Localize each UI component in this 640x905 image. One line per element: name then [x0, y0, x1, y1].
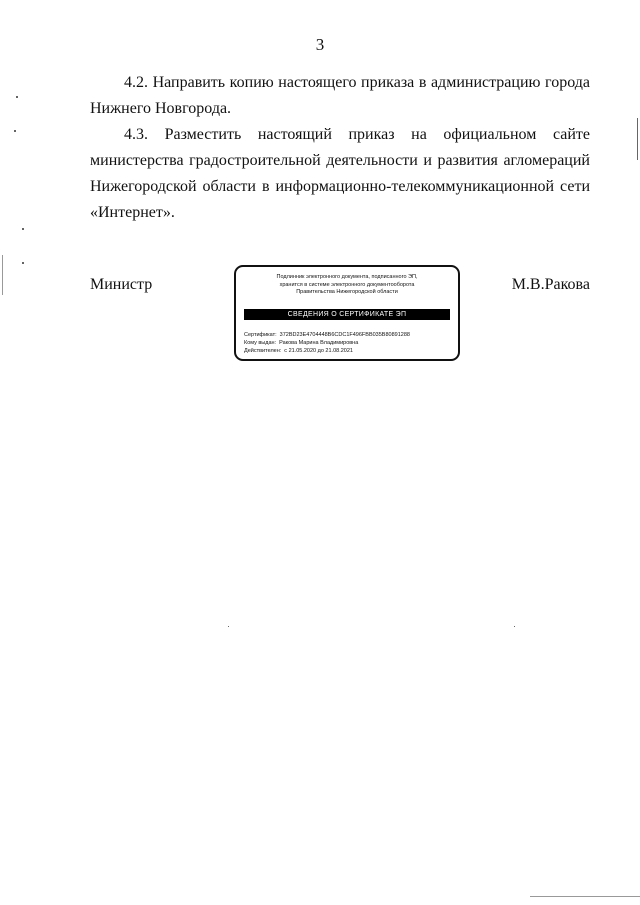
e-signature-stamp	[234, 265, 460, 361]
scan-edge-line	[2, 255, 3, 295]
stamp-details	[244, 331, 452, 355]
stamp-header-line: Подлинник электронного документа, подписанного ЭП,	[276, 274, 418, 280]
scan-bottom-line	[530, 896, 640, 897]
scan-dot	[22, 262, 24, 264]
signatory-role: Министр	[90, 276, 153, 293]
scan-dot	[22, 228, 24, 230]
issued-to-value: Ракова Марина Владимировна	[279, 340, 359, 346]
certificate-row	[244, 331, 452, 339]
stamp-header-line: хранится в системе электронного документооборота	[279, 281, 415, 288]
paragraph-4-2: 4.2. Направить копию настоящего приказа в администрацию города Нижнего Новгорода.	[90, 74, 590, 117]
scan-edge-line	[637, 118, 638, 160]
issued-to-row	[244, 339, 452, 347]
scan-dot	[228, 626, 229, 627]
stamp-title-bar: СВЕДЕНИЯ О СЕРТИФИКАТЕ ЭП	[244, 309, 450, 320]
scan-dot	[514, 626, 515, 627]
validity-row	[244, 347, 452, 355]
stamp-header-line: Правительства Нижегородской области	[296, 289, 398, 295]
validity-value: с 21.05.2020 до 21.08.2021	[284, 348, 353, 354]
scan-dot	[14, 130, 16, 132]
signatory-name: М.В.Ракова	[511, 276, 590, 293]
paragraph-4-3: 4.3. Разместить настоящий приказ на официальном сайте министерства градостроительной деятельности и развития агломераций Нижегородской области в информационно-телекоммуникационной сети «Интернет».	[90, 126, 590, 221]
issued-to-label: Кому выдан:	[244, 340, 277, 346]
certificate-value: 372BD23E4704448B6CDC1F496FBB035B80891288	[279, 332, 410, 338]
certificate-label: Сертификат:	[244, 332, 277, 338]
scan-dot	[16, 96, 18, 98]
stamp-header	[242, 274, 452, 297]
page-number: 3	[315, 35, 325, 54]
validity-label: Действителен:	[244, 348, 282, 354]
